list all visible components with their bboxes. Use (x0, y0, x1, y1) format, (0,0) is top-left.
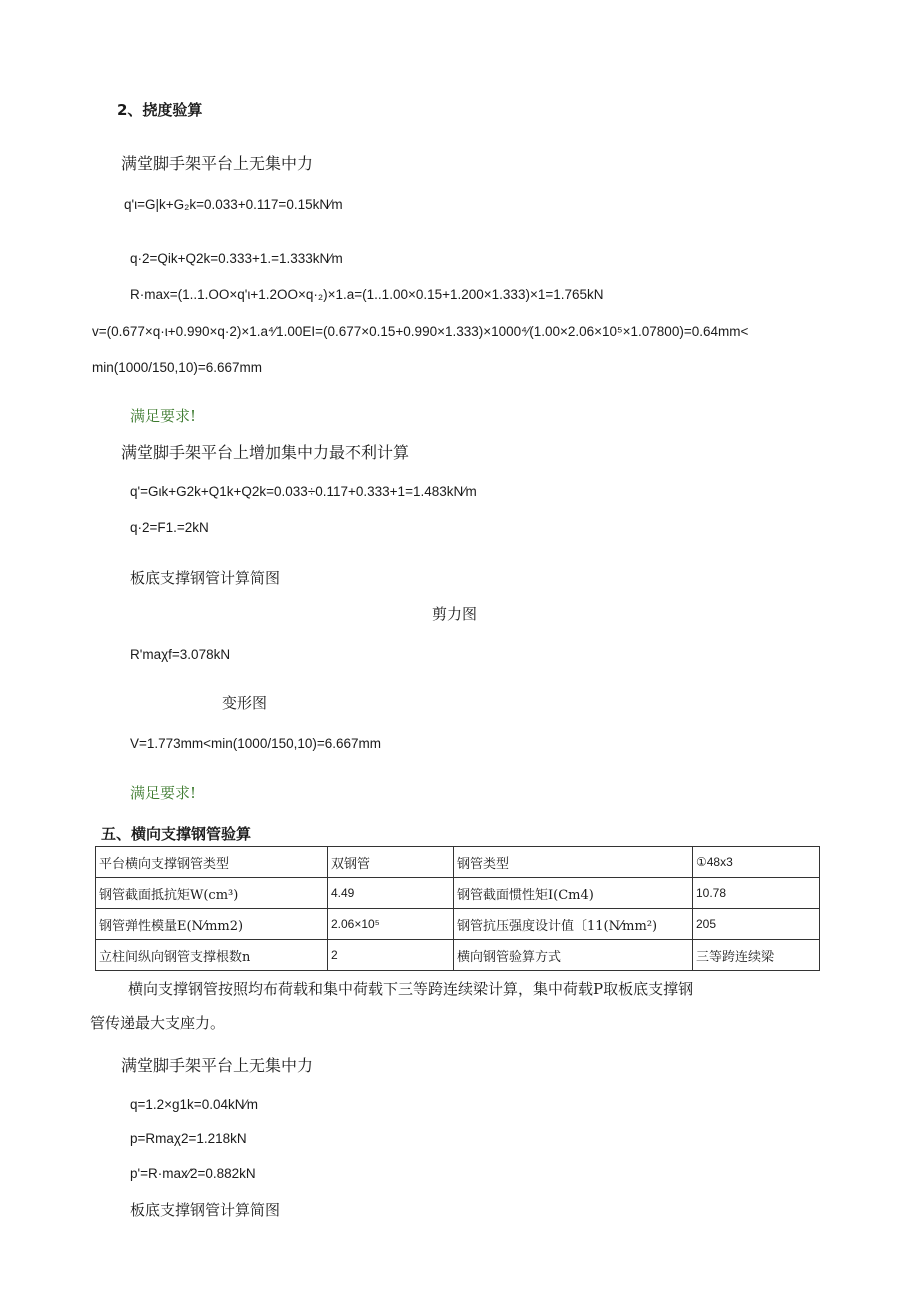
formula-q2-point: q·2=F1.=2kN (130, 520, 209, 535)
status-ok-1: 满足要求! (130, 407, 197, 425)
table-cell: 钢管弹性模量E(N⁄mm2) (96, 909, 328, 940)
formula-q-total: q'=Gιk+G2k+Q1k+Q2k=0.033÷0.117+0.333+1=1.483kN⁄m (130, 484, 477, 499)
table-cell: 205 (693, 909, 820, 940)
table-row (96, 847, 820, 878)
formula-p: p=Rmaχ2=1.218kN (130, 1131, 247, 1146)
table-cell: 4.49 (328, 878, 454, 909)
table-row (96, 940, 820, 971)
case-title-no-load-2: 满堂脚手架平台上无集中力 (121, 1056, 314, 1075)
paragraph-line-1: 横向支撑钢管按照均布荷载和集中荷载下三等跨连续梁计算，集中荷载P取板底支撑钢 (128, 980, 694, 998)
status-ok-2: 满足要求! (130, 784, 197, 802)
table-cell: 横向钢管验算方式 (454, 940, 693, 971)
table-cell: 钢管抗压强度设计值〔11(N⁄mm²) (454, 909, 693, 940)
formula-rmax: R·max=(1..1.OO×q'ι+1.2OO×q·₂)×1.a=(1..1.00×0.15+1.200×1.333)×1=1.765kN (130, 287, 604, 302)
figure-caption-shear: 剪力图 (432, 605, 478, 623)
paragraph-line-2: 管传递最大支座力。 (90, 1014, 226, 1032)
table-cell: 2 (328, 940, 454, 971)
section-heading-deflection: 2、挠度验算 (117, 101, 203, 119)
formula-q2: q·2=Qik+Q2k=0.333+1.=1.333kN⁄m (130, 251, 343, 266)
case-title-concentrated-load: 满堂脚手架平台上增加集中力最不利计算 (121, 443, 410, 462)
table-cell: 钢管类型 (454, 847, 693, 878)
table-cell: 双钢管 (328, 847, 454, 878)
table-row (96, 878, 820, 909)
formula-v: V=1.773mm<min(1000/150,10)=6.667mm (130, 736, 382, 751)
table-cell: ①48x3 (693, 847, 820, 878)
formula-p-prime: p'=R·max⁄2=0.882kN (130, 1166, 256, 1181)
formula-q-uniform: q=1.2×g1k=0.04kN⁄m (130, 1097, 258, 1112)
formula-q1: q'ι=G|k+G₂k=0.033+0.117=0.15kN⁄m (124, 197, 343, 212)
table-cell: 10.78 (693, 878, 820, 909)
table-cell: 2.06×10⁵ (328, 909, 454, 940)
formula-deflection: v=(0.677×q·ι+0.990×q·2)×1.a⁴⁄1.00EI=(0.677×0.15+0.990×1.333)×1000⁴⁄(1.00×2.06×10⁵×1.07800)=0.64mm< (92, 324, 749, 339)
section-heading-transverse-tube: 五、横向支撑钢管验算 (101, 825, 252, 843)
description-paragraph (90, 972, 790, 1040)
case-title-no-load: 满堂脚手架平台上无集中力 (121, 154, 314, 173)
table-cell: 立柱间纵向钢管支撑根数n (96, 940, 328, 971)
table-cell: 平台横向支撑钢管类型 (96, 847, 328, 878)
formula-rmax-f: R'maχf=3.078kN (130, 647, 231, 662)
table-cell: 钢管截面惯性矩I(Cm4) (454, 878, 693, 909)
figure-caption-calc-diagram-2: 板底支撑钢管计算简图 (130, 1201, 281, 1219)
figure-caption-calc-diagram: 板底支撑钢管计算简图 (130, 569, 281, 587)
formula-deflection-limit: min(1000/150,10)=6.667mm (92, 360, 262, 375)
table-cell: 钢管截面抵抗矩W(cm³) (96, 878, 328, 909)
table-row (96, 909, 820, 940)
figure-caption-deformation: 变形图 (222, 694, 268, 712)
parameter-table (95, 846, 820, 971)
table-cell: 三等跨连续梁 (693, 940, 820, 971)
